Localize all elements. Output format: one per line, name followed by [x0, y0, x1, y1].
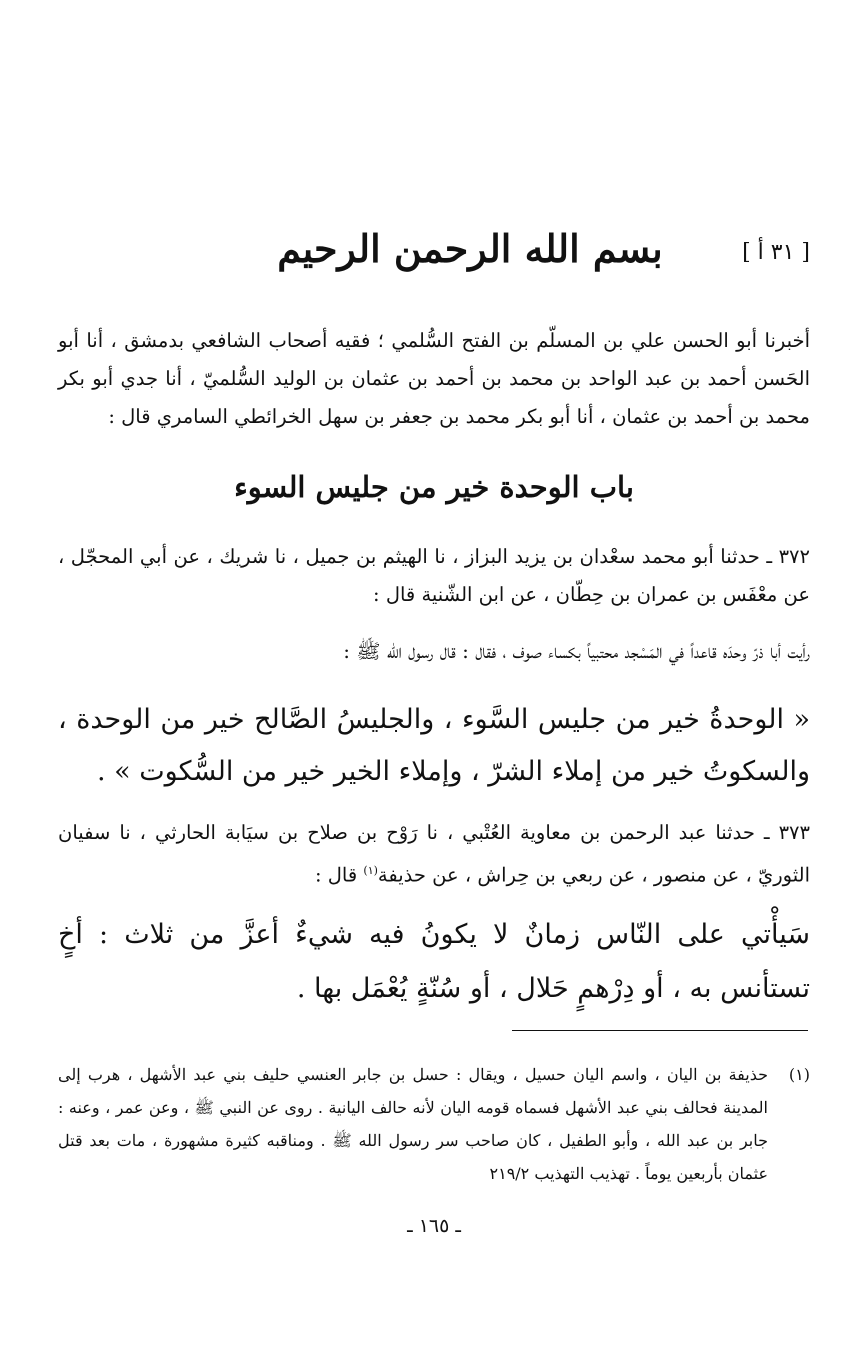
isnad-paragraph: أخبرنا أبو الحسن علي بن المسلّم بن الفتح السُّلمي ؛ فقيه أصحاب الشافعي بدمشق ، أنا أبو الحَسن أحمد بن عبد الواحد بن محمد بن أحمد بن عثمان بن الوليد السُّلميّ ، أنا جدي أبو بكر محمد بن أحمد بن عثمان ، أنا أبو بكر محمد بن جعفر بن سهل الخرائطي السامري قال : — [58, 329, 810, 428]
chapter-heading: باب الوحدة خير من جليس السوء — [234, 470, 634, 504]
hadith-373-chain-end: قال : — [315, 863, 364, 887]
footnote-reference: (١) — [363, 864, 378, 877]
hadith-373-chain-start: ٣٧٣ ـ حدثنا عبد الرحمن بن معاوية العُتْبي ، نا رَوْح بن صلاح بن سيَابة الحارثي ، نا سفيان الثوريّ ، عن منصور ، عن ربعي بن حِراش ، عن حذيفة — [58, 821, 810, 887]
folio-marker: [ ٣١ أ ] — [742, 240, 810, 265]
hadith-373-text: سَيأْتي على النّاس زمانٌ لا يكونُ فيه شيءٌ أعزَّ من ثلاث : أخٍ تستأنس به ، أو دِرْهمٍ حَلال ، أو سُنّةٍ يُعْمَل بها . — [58, 919, 810, 1004]
footnote — [58, 1058, 810, 1190]
hadith-372-report: رأيت أبا ذرّ وحدَه قاعداً في المَسْجد محتبياً بكساء صوف ، فقال : قال رسول الله ﷺ : — [343, 639, 810, 663]
footnote-text: حذيفة بن اليان ، واسم اليان حسيل ، ويقال : حسل بن جابر العنسي حليف بني عبد الأشهل ، هرب إلى المدينة فحالف بني عبد الأشهل فسماه قومه اليان لأنه حالف اليانية . روى عن النبي ﷺ ، وعن عمر ، وعنه : جابر بن عبد الله ، وأبو الطفيل ، كان صاحب سر رسول الله ﷺ . ومناقبه كثيرة مشهورة ، مات بعد قتل عثمان بأربعين يوماً . تهذيب التهذيب ٢١٩/٢ — [58, 1065, 768, 1183]
footnote-divider — [512, 1030, 808, 1031]
hadith-372-chain: ٣٧٢ ـ حدثنا أبو محمد سعْدان بن يزيد البزاز ، نا الهيثم بن جميل ، نا شريك ، عن أبي المحجّل ، عن معْفَس بن عمران بن حِطّان ، عن ابن الشّنية قال : — [58, 545, 810, 606]
hadith-373-chain — [58, 814, 810, 895]
footnote-number: (١) — [788, 1065, 810, 1084]
page-number: ـ ١٦٥ ـ — [407, 1215, 461, 1237]
basmala-title: بسم الله الرحمن الرحيم — [277, 226, 663, 271]
page-header — [70, 226, 810, 296]
hadith-372-text: « الوحدةُ خير من جليس السَّوء ، والجليسُ الصَّالح خير من الوحدة ، والسكوتُ خير من إملاء الشرّ ، وإملاء الخير خير من السُّكوت » . — [58, 704, 810, 787]
